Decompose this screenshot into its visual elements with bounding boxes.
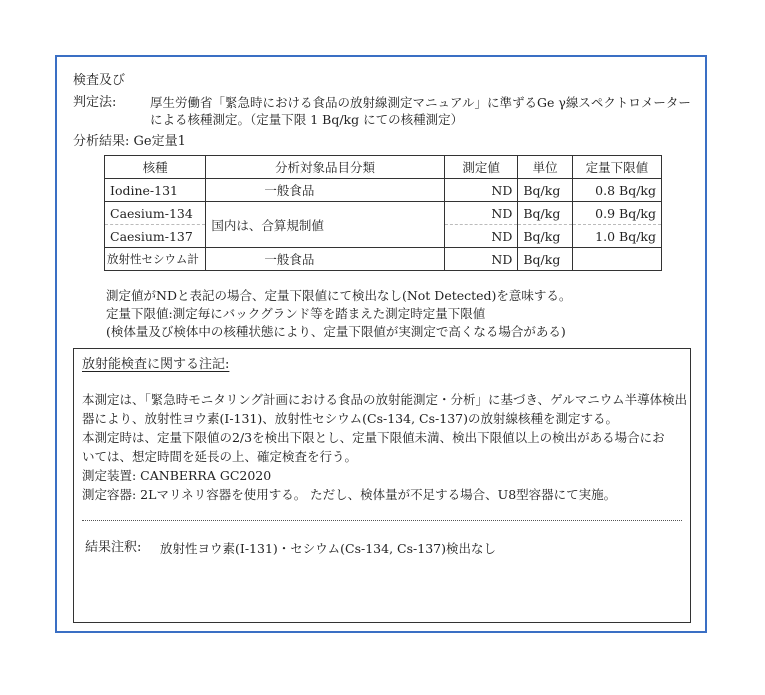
notes-line-5: 測定装置: CANBERRA GC2020 xyxy=(82,468,272,483)
cell-value: ND xyxy=(444,202,518,225)
notes-line-3: 本測定時は、定量下限値の2/3を検出下限とし、定量下限値未満、検出下限値以上の検出がある場合にお xyxy=(82,430,665,445)
notes-line-2: 器により、放射性ヨウ素(I-131)、放射性セシウム(Cs-134, Cs-137)の放射線核種を測定する。 xyxy=(82,411,618,426)
table-row xyxy=(105,202,662,225)
cell-category: 一般食品 xyxy=(206,248,445,271)
cell-value: ND xyxy=(444,248,518,271)
cell-value: ND xyxy=(444,225,518,248)
footnote-3: (検体量及び検体中の核種状態により、定量下限値が実測定で高くなる場合がある) xyxy=(106,324,566,339)
footnote-1: 測定値がNDと表記の場合、定量下限値にて検出なし(Not Detected)を意味する。 xyxy=(106,288,572,303)
cell-limit: 0.8 Bq/kg xyxy=(572,179,661,202)
result-heading: 分析結果: Ge定量1 xyxy=(73,134,186,149)
notes-line-4: いては、想定時間を延長の上、確定検査を行う。 xyxy=(82,449,358,464)
results-table xyxy=(104,155,662,271)
method-text-line2: による核種測定。（定量下限 1 Bq/kg にての核種測定） xyxy=(150,112,464,127)
header-value: 測定値 xyxy=(444,156,518,179)
cell-unit: Bq/kg xyxy=(518,225,573,248)
cell-category: 国内は、合算規制値 xyxy=(206,202,445,248)
notes-box xyxy=(73,348,691,623)
cell-unit: Bq/kg xyxy=(518,202,573,225)
header-category: 分析対象品目分類 xyxy=(206,156,445,179)
method-label-line2: 判定法: xyxy=(73,95,117,110)
table-row xyxy=(105,248,662,271)
cell-value: ND xyxy=(444,179,518,202)
cell-nuclide: 放射性セシウム計 xyxy=(105,248,206,271)
cell-limit xyxy=(572,248,661,271)
header-unit: 単位 xyxy=(518,156,573,179)
cell-limit: 0.9 Bq/kg xyxy=(572,202,661,225)
cell-limit: 1.0 Bq/kg xyxy=(572,225,661,248)
notes-title: 放射能検査に関する注記: xyxy=(82,357,230,372)
cell-category: 一般食品 xyxy=(206,179,445,202)
cell-nuclide: Caesium-134 xyxy=(105,202,206,225)
footnote-2: 定量下限値:測定毎にバックグランド等を踏まえた測定時定量下限値 xyxy=(106,306,486,321)
table-row xyxy=(105,179,662,202)
cell-unit: Bq/kg xyxy=(518,179,573,202)
header-nuclide: 核種 xyxy=(105,156,206,179)
table-header-row xyxy=(105,156,662,179)
cell-nuclide: Caesium-137 xyxy=(105,225,206,248)
header-limit: 定量下限値 xyxy=(572,156,661,179)
method-text-line1: 厚生労働省「緊急時における食品の放射線測定マニュアル」に準ずるGe γ線スペクトロメーター xyxy=(150,95,691,110)
method-label-line1: 検査及び xyxy=(73,73,126,88)
conclusion-text: 放射性ヨウ素(I-131)・セシウム(Cs-134, Cs-137)検出なし xyxy=(160,541,496,556)
notes-line-6: 測定容器: 2Lマリネリ容器を使用する。 ただし、検体量が不足する場合、U8型容器にて実施。 xyxy=(82,487,617,502)
cell-nuclide: Iodine-131 xyxy=(105,179,206,202)
dotted-divider xyxy=(82,520,682,521)
cell-unit: Bq/kg xyxy=(518,248,573,271)
conclusion-label: 結果注釈: xyxy=(85,540,142,555)
notes-line-1: 本測定は、「緊急時モニタリング計画における食品の放射能測定・分析」に基づき、ゲルマニウム半導体検出 xyxy=(82,392,688,407)
